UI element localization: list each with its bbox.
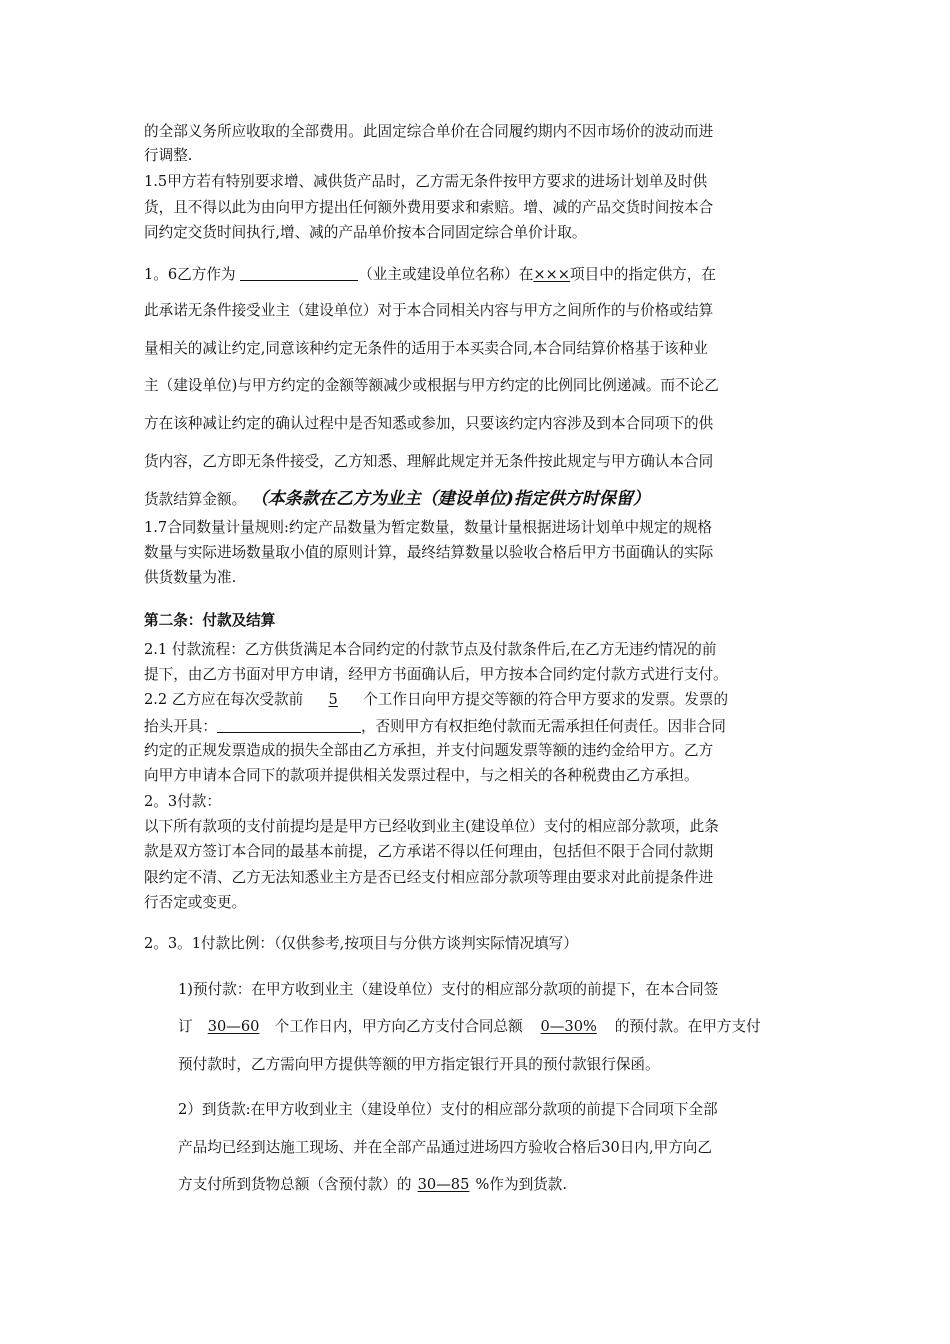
clause-1-6-line bbox=[144, 489, 824, 510]
clause-1-6-text: 货款结算金额。 bbox=[144, 491, 247, 508]
paragraph-line: 的全部义务所应收取的全部费用。此固定综合单价在合同履约期内不因市场价的波动而进 bbox=[144, 123, 714, 140]
clause-1-5-line: 1.5甲方若有特别要求增、减供货产品时，乙方需无条件按甲方要求的进场计划单及时供 bbox=[144, 173, 708, 190]
prepayment-text: 订 bbox=[178, 1018, 193, 1035]
clause-2-1-line: 提下，由乙方书面对甲方申请，经甲方书面确认后，甲方按本合同约定付款方式进行支付。 bbox=[144, 666, 728, 683]
clause-2-2-line: 向甲方申请本合同下的款项并提供相关发票过程中，与之相关的各种税费由乙方承担。 bbox=[144, 767, 699, 784]
clause-1-6-text: 1。6乙方作为 bbox=[144, 266, 241, 283]
clause-1-7-line: 供货数量为准. bbox=[144, 569, 237, 586]
clause-2-3-title: 2。3付款： bbox=[144, 793, 221, 810]
owner-name-blank[interactable] bbox=[240, 264, 358, 281]
clause-1-6-line: 主（建设单位)与甲方约定的金额等额减少或根据与甲方约定的比例同比例递减。而不论乙 bbox=[144, 377, 719, 394]
clause-2-2-line bbox=[144, 716, 824, 737]
paragraph-line: 行调整. bbox=[144, 147, 193, 164]
clause-2-2-text: 2.2 乙方应在每次受款前 bbox=[144, 691, 304, 708]
delivery-payment-line: 产品均已经到达施工现场、并在全部产品通过进场四方验收合格后30日内,甲方向乙 bbox=[178, 1139, 712, 1156]
delivery-payment-text: %作为到货款. bbox=[475, 1176, 567, 1193]
clause-2-3-line: 行否定或变更。 bbox=[144, 894, 247, 911]
prepayment-line bbox=[178, 1017, 824, 1037]
prepayment-text: 的预付款。在甲方支付 bbox=[614, 1018, 761, 1035]
clause-1-7-line: 数量与实际进场数量取小值的原则计算，最终结算数量以验收合格后甲方书面确认的实际 bbox=[144, 544, 714, 561]
clause-1-6-text: 项目中的指定供方，在 bbox=[570, 266, 716, 283]
prepayment-line: 预付款时，乙方需向甲方提供等额的甲方指定银行开具的预付款银行保函。 bbox=[178, 1056, 660, 1073]
prepayment-percent-value: 0—30% bbox=[540, 1018, 597, 1035]
clause-1-5-line: 货，且不得以此为由向甲方提出任何额外费用要求和索赔。增、减的产品交货时间按本合 bbox=[144, 199, 714, 216]
delivery-payment-line: 2）到货款:在甲方收到业主（建设单位）支付的相应部分款项的前提下合同项下全部 bbox=[178, 1101, 718, 1118]
clause-2-2-line bbox=[144, 690, 824, 710]
clause-2-2-text: 个工作日向甲方提交等额的符合甲方要求的发票。发票的 bbox=[363, 691, 729, 708]
project-name: ××× bbox=[533, 266, 571, 283]
delivery-payment-text: 方支付所到货物总额（含预付款）的 bbox=[178, 1176, 412, 1193]
clause-2-3-1-title: 2。3。1付款比例：（仅供参考,按项目与分供方谈判实际情况填写） bbox=[144, 935, 578, 952]
prepayment-days-value: 30—60 bbox=[207, 1018, 260, 1035]
clause-2-3-line: 以下所有款项的支付前提均是是甲方已经收到业主(建设单位）支付的相应部分款项，此条 bbox=[144, 818, 719, 835]
clause-2-2-text: ，否则甲方有权拒绝付款而无需承担任何责任。因非合同 bbox=[360, 718, 726, 735]
clause-2-2-text: 抬头开具： bbox=[144, 718, 217, 735]
clause-1-6-line: 货内容，乙方即无条件接受，乙方知悉、理解此规定并无条件按此规定与甲方确认本合同 bbox=[144, 453, 714, 470]
clause-2-3-line: 款是双方签订本合同的最基本前提，乙方承诺不得以任何理由，包括但不限于合同付款期 bbox=[144, 843, 714, 860]
invoice-title-blank[interactable] bbox=[217, 716, 361, 733]
clause-2-2-line: 约定的正规发票造成的损失全部由乙方承担，并支付问题发票等额的违约金给甲方。乙方 bbox=[144, 742, 714, 759]
prepayment-text: 个工作日内，甲方向乙方支付合同总额 bbox=[274, 1018, 523, 1035]
invoice-days-value: 5 bbox=[328, 691, 338, 708]
clause-1-6-line: 方在该种减让约定的确认过程中是否知悉或参加，只要该约定内容涉及到本合同项下的供 bbox=[144, 415, 714, 432]
clause-1-6-line: 此承诺无条件接受业主（建设单位）对于本合同相关内容与甲方之间所作的与价格或结算 bbox=[144, 302, 714, 319]
delivery-payment-line bbox=[178, 1175, 824, 1195]
clause-1-6-text: （业主或建设单位名称）在 bbox=[358, 266, 534, 283]
clause-1-5-line: 同约定交货时间执行,增、减的产品单价按本合同固定综合单价计取。 bbox=[144, 224, 587, 241]
clause-1-7-line: 1.7合同数量计量规则:约定产品数量为暂定数量，数量计量根据进场计划单中规定的规格 bbox=[144, 519, 713, 536]
clause-1-6-line: 量相关的减让约定,同意该种约定无条件的适用于本买卖合同,本合同结算价格基于该种业 bbox=[144, 340, 708, 357]
delivery-percent-value: 30—85 bbox=[417, 1176, 470, 1193]
retention-note: （本条款在乙方为业主（建设单位)指定供方时保留） bbox=[250, 489, 650, 509]
section-2-heading: 第二条：付款及结算 bbox=[144, 612, 276, 629]
clause-2-1-line: 2.1 付款流程：乙方供货满足本合同约定的付款节点及付款条件后,在乙方无违约情况的前 bbox=[144, 641, 717, 658]
clause-1-6-line bbox=[144, 264, 824, 285]
prepayment-line: 1)预付款：在甲方收到业主（建设单位）支付的相应部分款项的前提下，在本合同签 bbox=[178, 981, 719, 998]
clause-2-3-line: 限约定不清、乙方无法知悉业主方是否已经支付相应部分款项等理由要求对此前提条件进 bbox=[144, 869, 714, 886]
